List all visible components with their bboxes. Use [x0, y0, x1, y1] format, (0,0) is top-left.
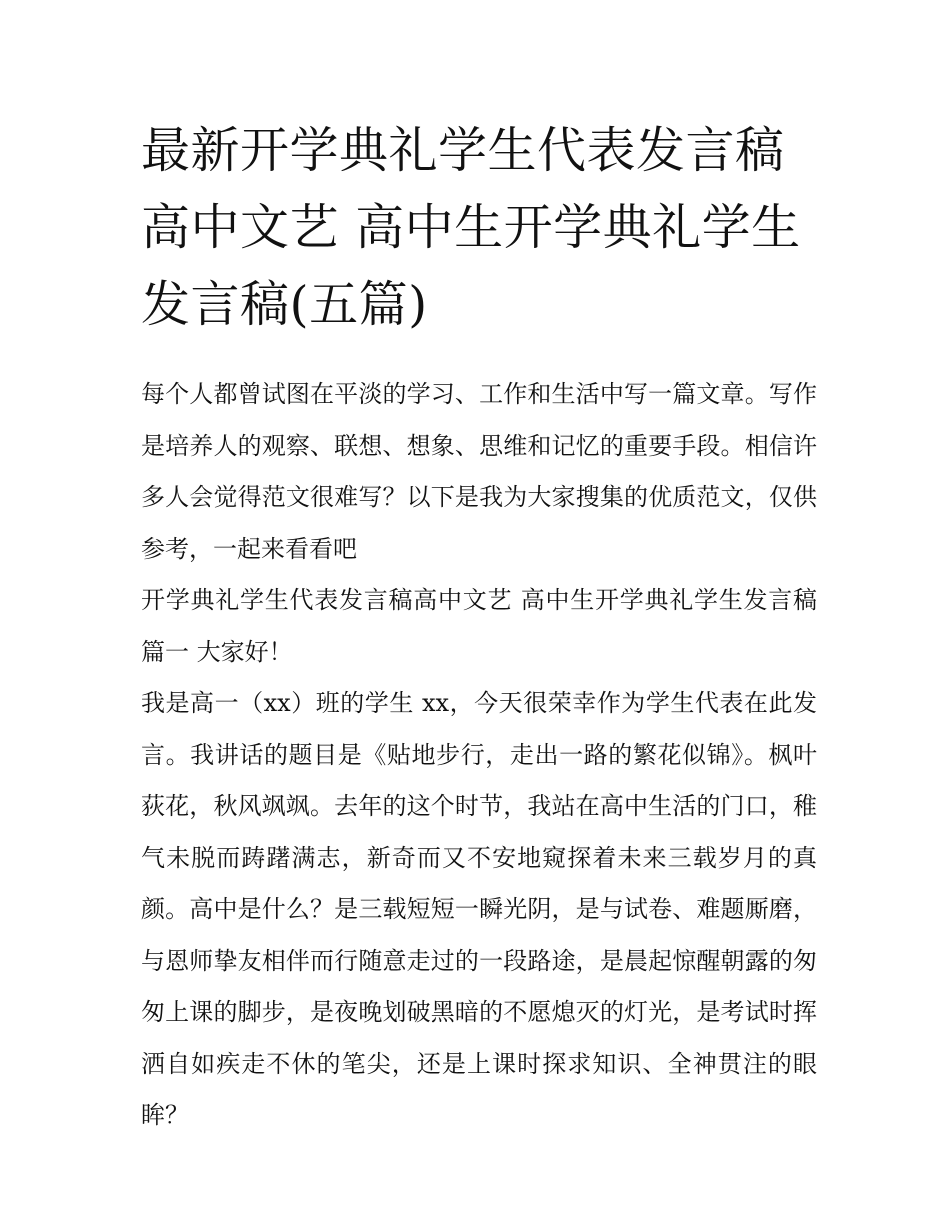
document-title: 最新开学典礼学生代表发言稿高中文艺 高中生开学典礼学生发言稿(五篇) [141, 122, 801, 333]
intro-paragraph: 每个人都曾试图在平淡的学习、工作和生活中写一篇文章。写作是培养人的观察、联想、想象、思维和记忆的重要手段。相信许多人会觉得范文很难写？以下是我为大家搜集的优质范文，仅供参考，一起来看看吧 [141, 380, 817, 563]
body-paragraph: 我是高一（xx）班的学生 xx，今天很荣幸作为学生代表在此发言。我讲话的题目是《贴地步行，走出一路的繁花似锦》。枫叶荻花，秋风飒飒。去年的这个时节，我站在高中生活的门口，稚气未脱而踌躇满志，新奇而又不安地窥探着未来三载岁月的真颜。高中是什么？是三载短短一瞬光阴，是与试卷、难题厮磨，与恩师挚友相伴而行随意走过的一段路途，是晨起惊醒朝露的匆匆上课的脚步，是夜晚划破黑暗的不愿熄灭的灯光，是考试时挥洒自如疾走不休的笔尖，还是上课时探求知识、全神贯注的眼眸？ [141, 689, 817, 1129]
document-page [141, 112, 817, 1142]
section-heading-paragraph: 开学典礼学生代表发言稿高中文艺 高中生开学典礼学生发言稿篇一 大家好！ [141, 586, 817, 666]
